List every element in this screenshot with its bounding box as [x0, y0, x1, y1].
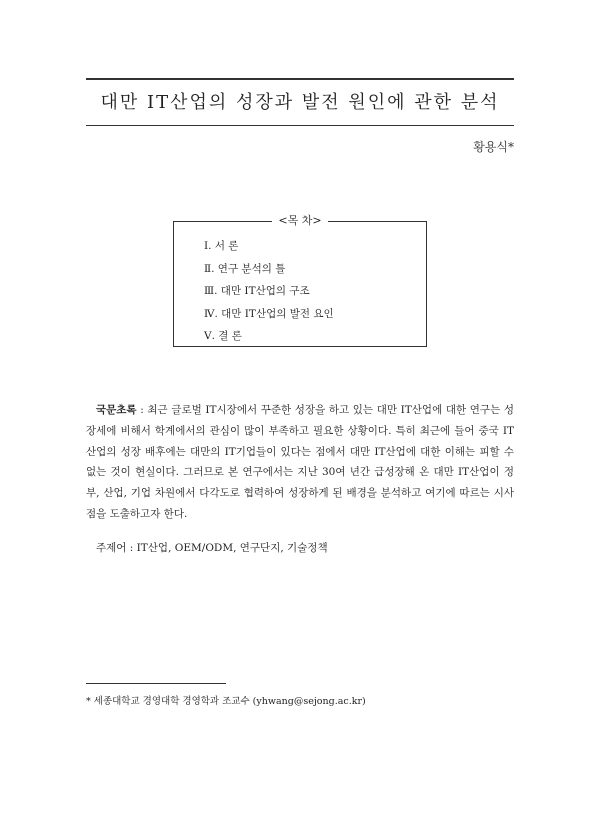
toc-item-5: Ⅴ. 결 론 [204, 330, 242, 342]
title-top-rule [86, 78, 514, 80]
abstract-text: 최근 글로벌 IT시장에서 꾸준한 성장을 하고 있는 대만 IT산업에 대한 연구는 성장세에 비해서 학계에서의 관심이 많이 부족하고 필요한 상황이다. 특히 최근에 들어 중국 IT산업의 성장 배후에는 대만의 IT기업들이 있다는 점에서 대만 IT산업에 대한 이해는 피할 수 없는 것이 현실이다. 그러므로 본 연구에서는 지난 30여 년간 급성장해 온 대만 IT산업이 정부, 산업, 기업 차원에서 다각도로 협력하여 성장하게 된 배경을 분석하고 여기에 따르는 시사점을 도출하고자 한다. [86, 404, 514, 520]
toc-heading: <목 차> [272, 214, 327, 227]
abstract-separator: : [136, 404, 148, 416]
author-footnote: * 세종대학교 경영대학 경영학과 조교수 (yhwang@sejong.ac.kr) [86, 696, 366, 707]
author-name: 황용식* [473, 140, 514, 154]
abstract-paragraph [86, 400, 514, 525]
paper-title: 대만 IT산업의 성장과 발전 원인에 관한 분석 [100, 92, 500, 113]
keywords: 주제어 : IT산업, OEM/ODM, 연구단지, 기술정책 [96, 542, 328, 554]
toc-list [204, 239, 334, 352]
toc-item-2: Ⅱ. 연구 분석의 틀 [204, 262, 286, 275]
title-bottom-rule [86, 125, 514, 126]
toc-item-4: Ⅳ. 대만 IT산업의 발전 요인 [204, 307, 334, 320]
toc-item-3: Ⅲ. 대만 IT산업의 구조 [204, 285, 310, 297]
abstract-label: 국문초록 [96, 404, 137, 416]
footnote-rule [86, 683, 226, 684]
table-of-contents [173, 214, 427, 347]
toc-item-1: Ⅰ. 서 론 [204, 240, 239, 252]
